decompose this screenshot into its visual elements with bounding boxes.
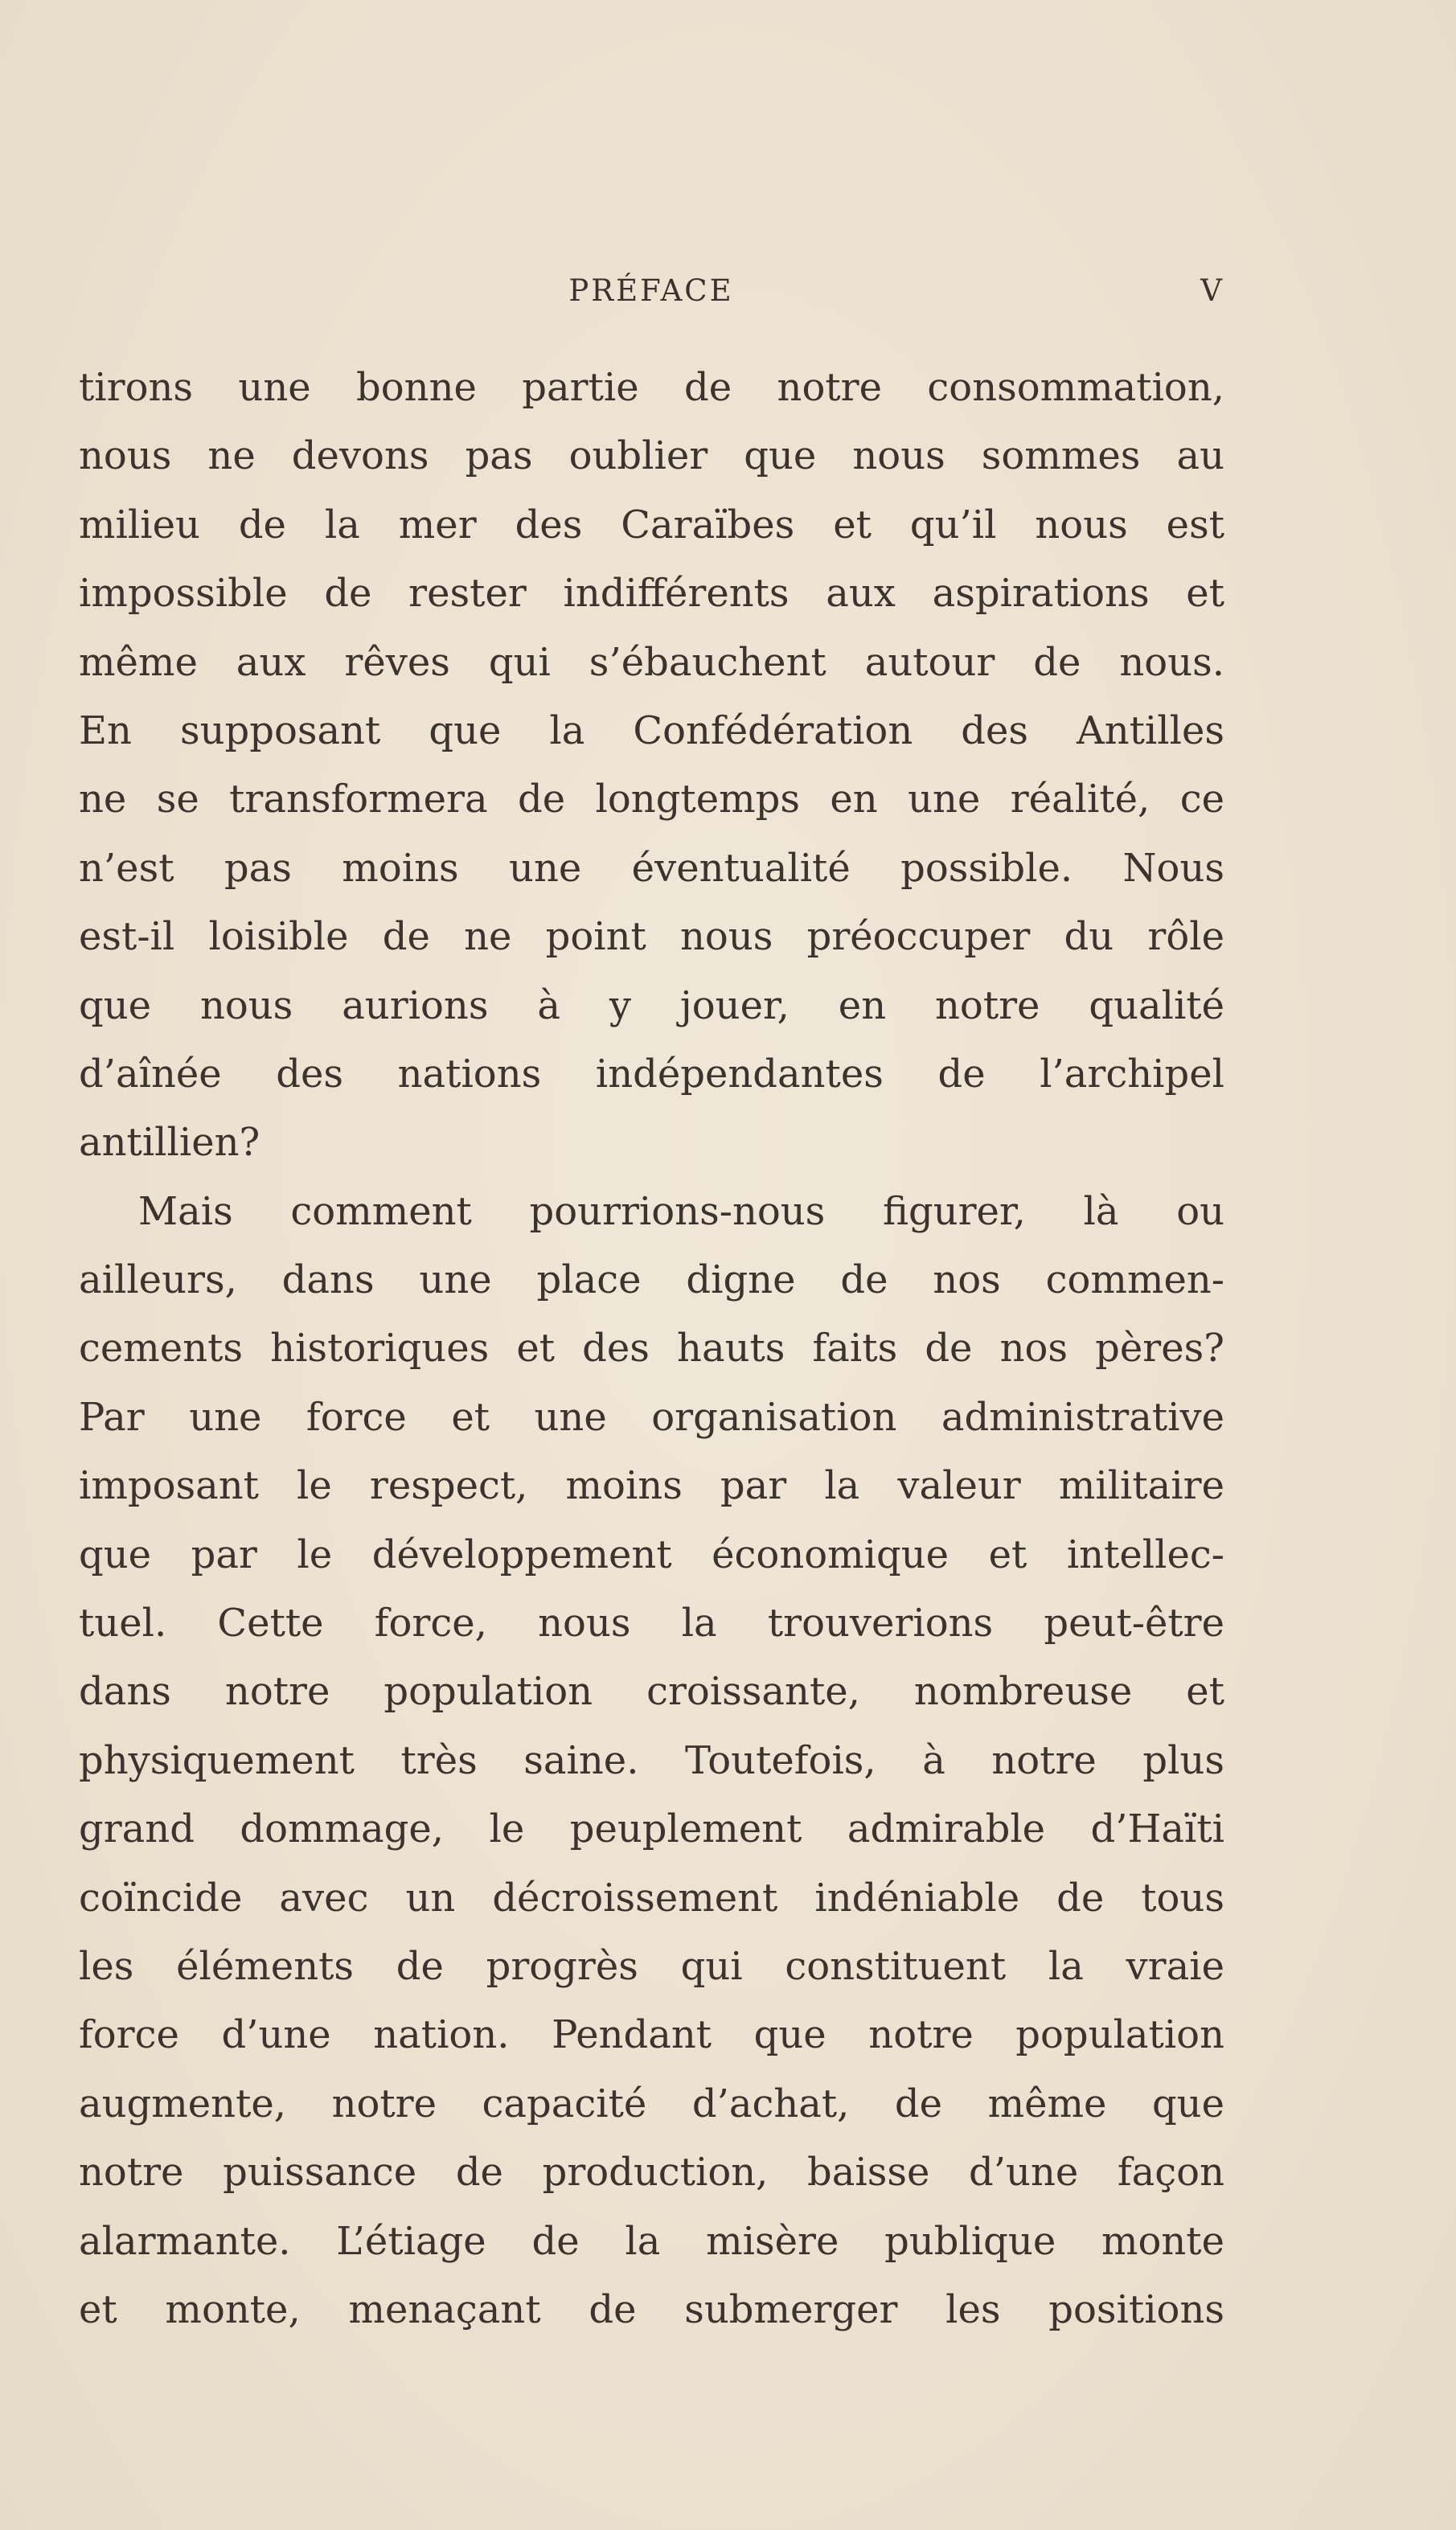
text-line: tuel. Cette force, nous la trouverions peut-être xyxy=(79,1601,1224,1646)
text-line: que nous aurions à y jouer, en notre qualité xyxy=(79,982,1224,1028)
text-line: antillien? xyxy=(79,1120,260,1166)
running-head xyxy=(80,273,1222,322)
text-line: impossible de rester indifférents aux aspirations et xyxy=(79,571,1224,617)
text-line: En supposant que la Confédération des Antilles xyxy=(79,707,1224,753)
text-line: que par le développement économique et intellec- xyxy=(79,1532,1224,1577)
text-line: alarmante. L’étiage de la misère publique monte xyxy=(79,2218,1224,2264)
text-line: nous ne devons pas oublier que nous sommes au xyxy=(79,433,1224,479)
text-line: tirons une bonne partie de notre consommation, xyxy=(79,365,1224,410)
text-line: milieu de la mer des Caraïbes et qu’il nous est xyxy=(79,502,1224,547)
text-line: même aux rêves qui s’ébauchent autour de nous. xyxy=(79,639,1224,685)
text-line: cements historiques et des hauts faits de nos pères? xyxy=(79,1326,1224,1372)
text-line: d’aînée des nations indépendantes de l’archipel xyxy=(79,1051,1224,1097)
text-line: imposant le respect, moins par la valeur militaire xyxy=(79,1463,1224,1509)
text-line: ne se transformera de longtemps en une réalité, ce xyxy=(79,777,1224,822)
text-line: dans notre population croissante, nombreuse et xyxy=(79,1669,1224,1715)
text-line: coïncide avec un décroissement indéniable de tous xyxy=(79,1875,1224,1921)
text-line: est-il loisible de ne point nous préoccuper du rôle xyxy=(79,914,1224,960)
text-line: Par une force et une organisation administrative xyxy=(79,1394,1224,1440)
paragraph-2 xyxy=(79,1178,1224,2345)
text-line: notre puissance de production, baisse d’une façon xyxy=(79,2150,1224,2196)
body-text xyxy=(79,354,1224,2344)
text-line: ailleurs, dans une place digne de nos commen- xyxy=(79,1257,1224,1303)
text-line: grand dommage, le peuplement admirable d’Haïti xyxy=(79,1806,1224,1852)
text-line: n’est pas moins une éventualité possible. Nous xyxy=(79,845,1224,891)
page-number: V xyxy=(1200,273,1222,308)
text-line: les éléments de progrès qui constituent la vraie xyxy=(79,1943,1224,1989)
running-title: PRÉFACE xyxy=(568,273,734,308)
text-line: physiquement très saine. Toutefois, à notre plus xyxy=(79,1737,1224,1783)
text-line: Mais comment pourrions-nous figurer, là ou xyxy=(138,1188,1224,1234)
text-line: augmente, notre capacité d’achat, de même que xyxy=(79,2081,1224,2126)
paragraph-1 xyxy=(79,354,1224,1178)
text-line: force d’une nation. Pendant que notre population xyxy=(79,2012,1224,2058)
text-line: et monte, menaçant de submerger les positions xyxy=(79,2286,1224,2332)
